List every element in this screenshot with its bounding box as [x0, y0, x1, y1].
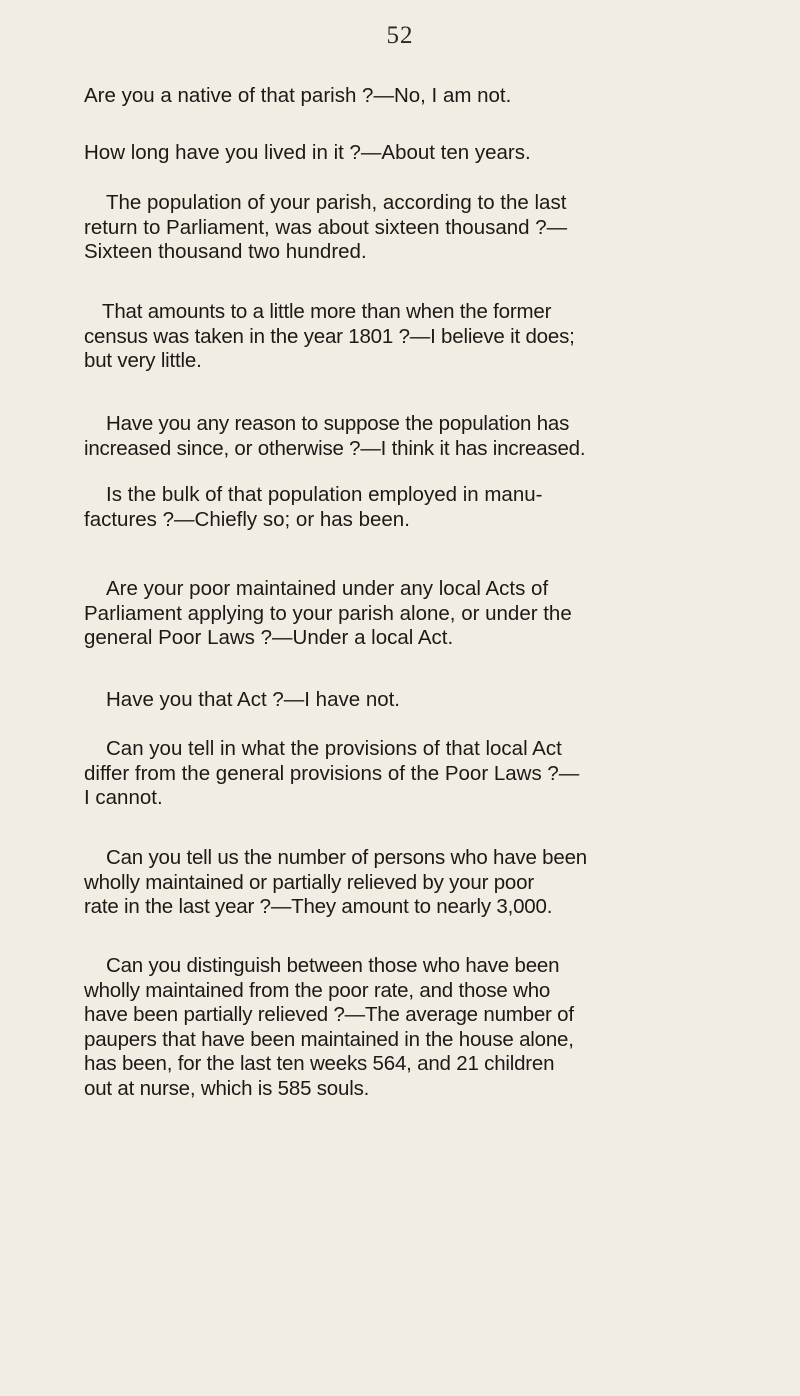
paragraph-how-long-lived	[84, 141, 724, 166]
paragraph-manufactures	[84, 483, 724, 532]
text-line: census was taken in the year 1801 ?—I believe it does;	[84, 324, 575, 348]
paragraph-distinguish-paupers	[84, 954, 724, 1101]
paragraph-census-1801	[84, 300, 724, 374]
text-line: Can you tell us the number of persons who have been	[106, 846, 587, 869]
text-line: but very little.	[84, 349, 202, 372]
page-number: 52	[386, 22, 414, 49]
text-line: has been, for the last ten weeks 564, and 21 children	[84, 1052, 555, 1075]
text-line: rate in the last year ?—They amount to nearly 3,000.	[84, 895, 553, 918]
paragraph-number-of-persons	[84, 846, 724, 920]
paragraph-population-increased	[84, 412, 724, 461]
paragraph-population-return	[84, 191, 724, 265]
text-line: out at nurse, which is 585 souls.	[84, 1076, 370, 1100]
text-line: Parliament applying to your parish alone, or under the	[84, 601, 572, 625]
text-line: That amounts to a little more than when the former	[102, 300, 552, 323]
text-line: Is the bulk of that population employed in manu-	[106, 483, 543, 506]
text-line: Have you that Act ?—I have not.	[106, 688, 401, 711]
text-line: increased since, or otherwise ?—I think it has increased.	[84, 436, 586, 460]
text-line: paupers that have been maintained in the house alone,	[84, 1027, 574, 1051]
paragraph-have-act	[84, 688, 724, 713]
paragraph-local-acts	[84, 577, 724, 651]
text-line: I cannot.	[84, 786, 163, 809]
text-line: Are you a native of that parish ?—No, I am not.	[84, 84, 512, 107]
text-line: have been partially relieved ?—The average number of	[84, 1003, 574, 1026]
text-line: return to Parliament, was about sixteen thousand ?—	[84, 215, 568, 239]
text-line: Can you tell in what the provisions of that local Act	[106, 737, 562, 760]
text-line: Sixteen thousand two hundred.	[84, 240, 367, 263]
text-line: wholly maintained from the poor rate, and those who	[84, 978, 551, 1002]
text-line: Are your poor maintained under any local Acts of	[106, 577, 549, 600]
text-line: wholly maintained or partially relieved by your poor	[84, 870, 534, 894]
text-line: general Poor Laws ?—Under a local Act.	[84, 626, 454, 649]
paragraph-native-of-parish	[84, 84, 724, 109]
text-line: Can you distinguish between those who have been	[106, 954, 560, 977]
text-line: The population of your parish, according to the last	[106, 191, 567, 214]
text-line: How long have you lived in it ?—About ten years.	[84, 141, 531, 164]
paragraph-provisions-differ	[84, 737, 724, 811]
text-line: differ from the general provisions of the Poor Laws ?—	[84, 761, 580, 785]
text-line: Have you any reason to suppose the population has	[106, 412, 570, 435]
text-line: factures ?—Chiefly so; or has been.	[84, 507, 410, 531]
